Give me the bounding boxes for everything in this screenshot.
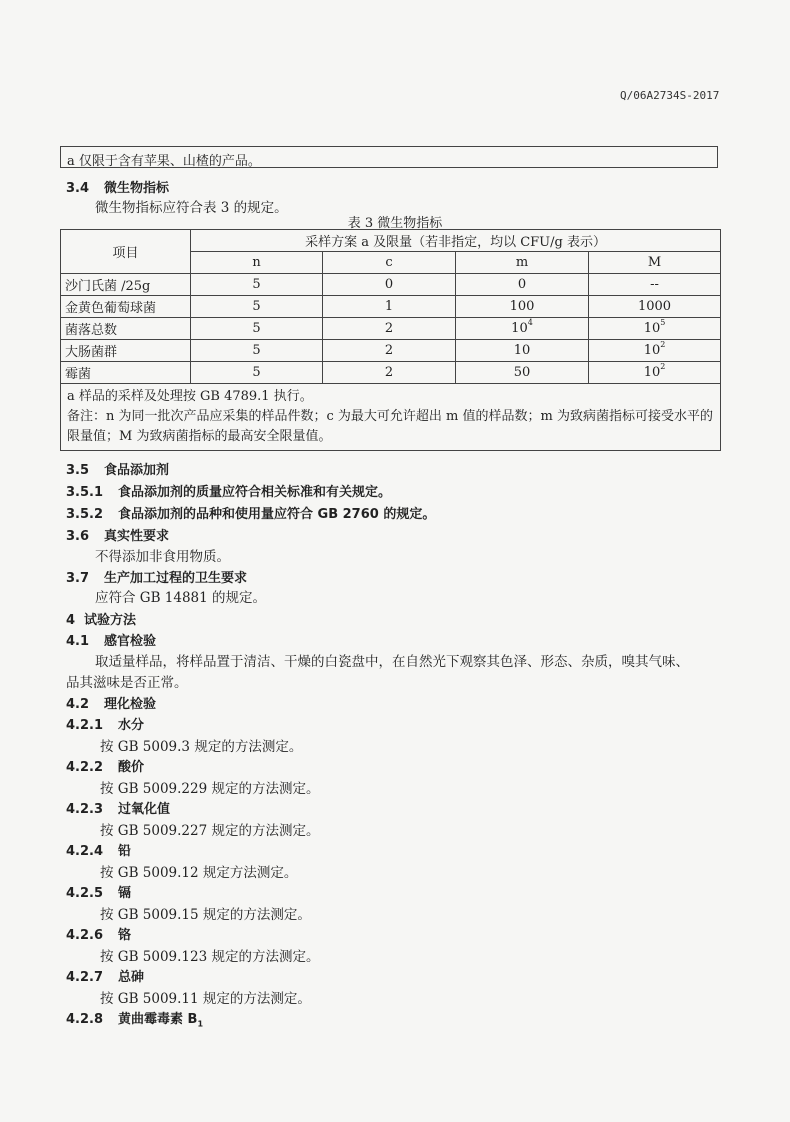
section-4-2-2-text: 按 GB 5009.229 规定的方法测定。 — [100, 781, 320, 797]
section-4-1-text-line2: 品其滋味是否正常。 — [66, 675, 188, 691]
header-sampling-plan: 采样方案 a 及限量（若非指定，均以 CFU/g 表示） — [191, 230, 721, 252]
section-3-7-heading: 3.7 生产加工过程的卫生要求 — [66, 571, 248, 586]
table-note-sampling: a 样品的采样及处理按 GB 4789.1 执行。 — [67, 389, 313, 404]
section-3-5-1: 3.5.1 食品添加剂的质量应符合相关标准和有关规定。 — [66, 485, 392, 500]
section-3-6-heading: 3.6 真实性要求 — [66, 529, 170, 544]
section-4-2-4-text: 按 GB 5009.12 规定方法测定。 — [100, 865, 298, 881]
footnote-a-box — [60, 146, 718, 168]
table-row: 金黄色葡萄球菌 5 1 100 1000 — [61, 296, 721, 318]
table-row: 沙门氏菌 /25g 5 0 0 -- — [61, 274, 721, 296]
table-note-remarks: 备注：n 为同一批次产品应采集的样品件数；c 为最大可允许超出 m 值的样品数；m 为致病菌指标可接受水平的限量值；M 为致病菌指标的最高安全限量值。 — [67, 409, 713, 444]
section-4-2-1-text: 按 GB 5009.3 规定的方法测定。 — [100, 739, 303, 755]
section-4-2-2-heading: 4.2.2 酸价 — [66, 760, 145, 775]
section-3-4-heading: 3.4 微生物指标 — [66, 181, 170, 196]
section-4-2-1-heading: 4.2.1 水分 — [66, 718, 145, 733]
footnote-a: a 仅限于含有苹果、山楂的产品。 — [67, 154, 261, 169]
table-row: 霉菌 5 2 50 $10^2$ — [61, 362, 721, 384]
header-n: n — [191, 252, 323, 274]
section-4-1-heading: 4.1 感官检验 — [66, 634, 157, 649]
section-4-2-3-heading: 4.2.3 过氧化值 — [66, 802, 171, 817]
table-3-caption: 表 3 微生物指标 — [347, 216, 443, 231]
section-4-2-heading: 4.2 理化检验 — [66, 697, 157, 712]
table-row: 菌落总数 5 2 $10^4$ $10^5$ — [61, 318, 721, 340]
section-4-2-4-heading: 4.2.4 铅 — [66, 844, 132, 859]
header-item: 项目 — [61, 230, 191, 274]
section-3-6-text: 不得添加非食用物质。 — [95, 549, 230, 565]
header-m: m — [456, 252, 589, 274]
section-3-5-2: 3.5.2 食品添加剂的品种和使用量应符合 GB 2760 的规定。 — [66, 507, 436, 522]
section-3-4-text: 微生物指标应符合表 3 的规定。 — [95, 200, 288, 216]
microbial-indicator-table — [60, 229, 721, 451]
section-4-2-5-heading: 4.2.5 镉 — [66, 886, 132, 901]
header-M: M — [589, 252, 721, 274]
section-3-5-heading: 3.5 食品添加剂 — [66, 463, 170, 478]
table-row: 大肠菌群 5 2 10 $10^2$ — [61, 340, 721, 362]
section-4-2-7-text: 按 GB 5009.11 规定的方法测定。 — [100, 991, 311, 1007]
section-4-2-6-heading: 4.2.6 铬 — [66, 928, 132, 943]
header-c: c — [323, 252, 456, 274]
section-4-2-8-heading: 4.2.8 黄曲霉毒素 $B_1$ — [66, 1012, 204, 1029]
document-number: Q/06A2734S-2017 — [620, 89, 720, 102]
section-4-2-7-heading: 4.2.7 总砷 — [66, 970, 145, 985]
section-4-2-6-text: 按 GB 5009.123 规定的方法测定。 — [100, 949, 320, 965]
section-4-heading: 4 试验方法 — [66, 613, 137, 628]
section-4-2-3-text: 按 GB 5009.227 规定的方法测定。 — [100, 823, 320, 839]
table-header-row — [61, 230, 721, 252]
section-4-2-5-text: 按 GB 5009.15 规定的方法测定。 — [100, 907, 311, 923]
section-4-1-text-line1: 取适量样品，将样品置于清洁、干燥的白瓷盘中，在自然光下观察其色泽、形态、杂质，嗅其气味、 — [95, 654, 689, 670]
table-notes-row — [61, 384, 721, 451]
section-3-7-text: 应符合 GB 14881 的规定。 — [95, 590, 267, 606]
